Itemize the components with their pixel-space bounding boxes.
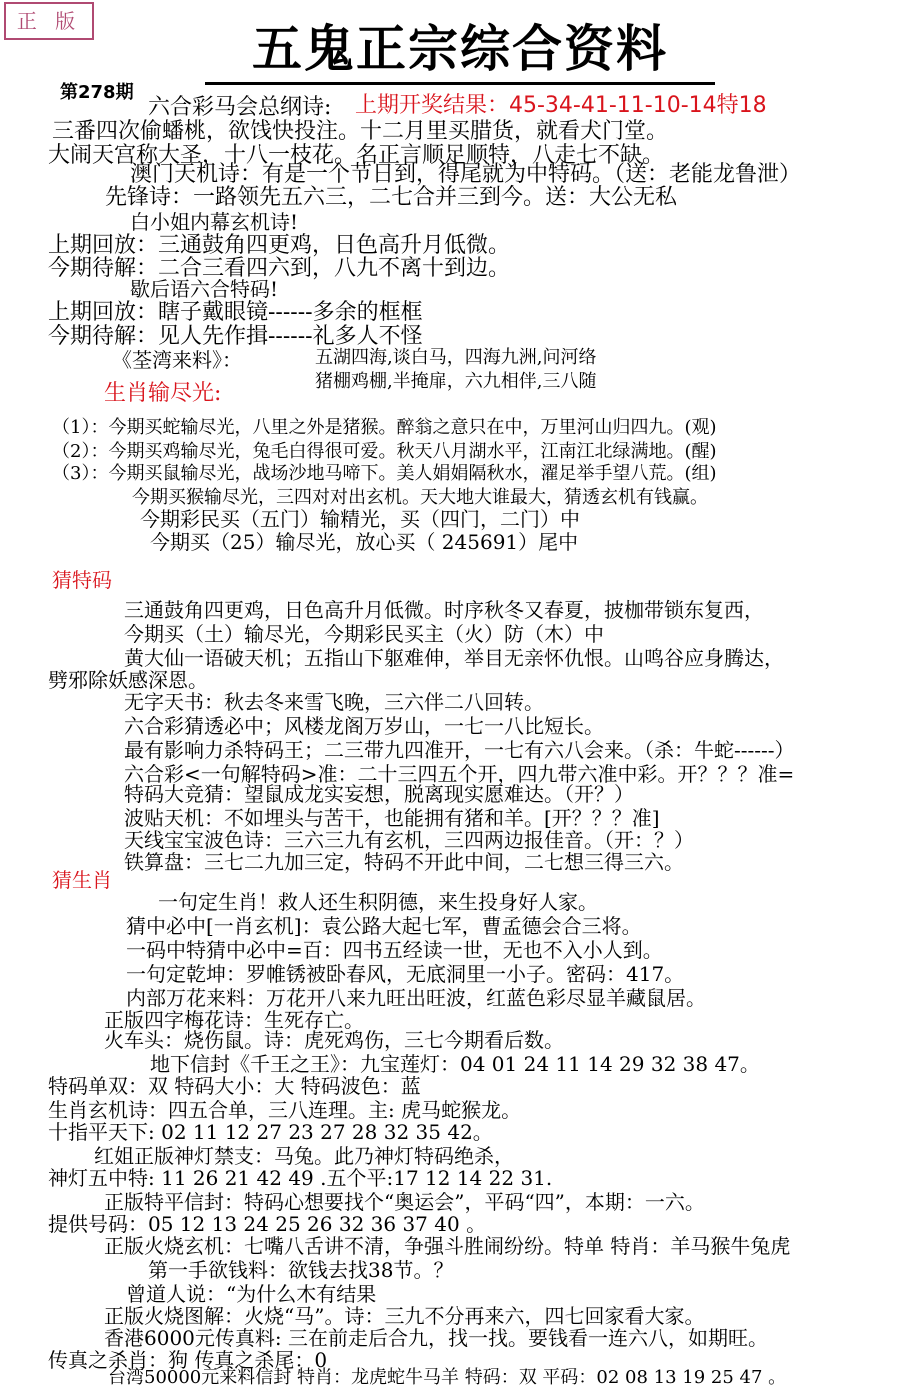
- section-heading-guess-zodiac: 猜生肖: [52, 868, 112, 892]
- text-line: 猪棚鸡棚,半掩扉，六九相伴,三八随: [315, 371, 597, 392]
- text-line: 提供号码：05 12 13 24 25 26 32 36 37 40 。: [48, 1212, 487, 1236]
- text-line: 一码中特猜中必中=百：四书五经读一世，无也不入小人到。: [126, 938, 663, 962]
- text-line: 曾道人说：“为什么木有结果: [126, 1282, 377, 1306]
- text-line: 六合彩<一句解特码>准：二十三四五个开，四九带六准中彩。开？？？准=: [124, 762, 795, 786]
- text-line: 特码单双：双 特码大小：大 特码波色：蓝: [48, 1074, 421, 1098]
- text-line: 今期买（土）输尽光，今期彩民买主（火）防（木）中: [124, 622, 604, 646]
- page-title: 五鬼正宗综合资料: [252, 19, 668, 78]
- text-line: 五湖四海,谈白马，四海九洲,问河络: [315, 347, 597, 368]
- text-line: 香港6000元传真料: 三在前走后合九，找一找。要钱看一连六八，如期旺。: [104, 1326, 768, 1350]
- text-line: 今期买（25）输尽光，放心买（ 245691）尾中: [150, 530, 579, 554]
- text-line: 无字天书：秋去冬来雪飞晚，三六伴二八回转。: [124, 690, 544, 714]
- text-line: 传真之杀肖：狗 传真之杀尾：0: [48, 1348, 328, 1372]
- text-line: 铁算盘：三七二九加三定，特码不开此中间，二七想三得三六。: [124, 850, 684, 874]
- text-line: 三通鼓角四更鸡，日色高升月低微。时序秋冬又春夏，披枷带锁东复西，: [124, 598, 764, 622]
- section-heading: 歇后语六合特码!: [130, 277, 279, 301]
- edition-badge: 正 版: [4, 2, 94, 40]
- text-line: 地下信封《千王之王》：九宝莲灯：04 01 24 11 14 29 32 38 47。: [150, 1052, 760, 1076]
- text-line: 今期待解：二合三看四六到，八九不离十到边。: [48, 256, 511, 281]
- section-heading: 白小姐内幕玄机诗!: [130, 210, 299, 234]
- text-line: 今期待解：见人先作揖------礼多人不怪: [48, 324, 423, 349]
- text-line: 劈邪除妖感深恩。: [48, 668, 208, 692]
- text-line: 大闹天宫称大圣，十八一枝花。名正言顺足顺特，八走七不缺。: [48, 143, 665, 168]
- text-line: 上期回放：瞎子戴眼镜------多余的框框: [48, 300, 423, 325]
- text-line: 正版火烧图解：火烧“马”。诗：三九不分再来六，四七回家看大家。: [104, 1304, 705, 1328]
- text-line: 波贴天机：不如埋头与苦干，也能拥有猪和羊。[开？？？准]: [124, 806, 660, 830]
- text-line: 黄大仙一语破天机；五指山下躯难伸，举目无亲怀仇恨。山鸣谷应身腾达，: [124, 646, 784, 670]
- text-line: 上期回放：三通鼓角四更鸡，日色高升月低微。: [48, 233, 511, 258]
- text-line: 红姐正版神灯禁支：马兔。此乃神灯特码绝杀，: [94, 1144, 514, 1168]
- text-line: 六合彩猜透必中；风楼龙阁万岁山，一七一八比短长。: [124, 714, 604, 738]
- poem-heading: 六合彩马会总纲诗:: [148, 95, 332, 120]
- issue-number: 第278期: [60, 82, 134, 103]
- text-line: 正版特平信封：特码心想要找个“奥运会”，平码“四”，本期：一六。: [104, 1190, 705, 1214]
- text-line: 正版火烧玄机：七嘴八舌讲不清，争强斗胜闹纷纷。特单 特肖：羊马猴牛兔虎: [104, 1234, 791, 1258]
- title-underline: [205, 82, 715, 85]
- section-heading-guess-code: 猜特码: [52, 568, 112, 592]
- text-line: 先锋诗：一路领先五六三，二七合并三到今。送：大公无私: [105, 185, 678, 210]
- source-label: 《荃湾来料》：: [112, 348, 242, 372]
- text-line: 台湾50000元来料信封 特肖：龙虎蛇牛马羊 特码：双 平码：02 08 13 19 25 47 。: [108, 1367, 787, 1386]
- text-line: （2）：今期买鸡输尽光，兔毛白得很可爱。秋天八月湖水平，江南江北绿满地。(醒): [52, 441, 717, 462]
- text-line: 最有影响力杀特码王；二三带九四准开，一七有六八会来。（杀：牛蛇------）: [124, 738, 795, 762]
- text-line: 猜中必中[一肖玄机]：袁公路大起七军，曹孟德会合三将。: [126, 914, 642, 938]
- text-line: 特码大竞猜：望鼠成龙实妄想，脱离现实愿难达。（开？）: [124, 782, 634, 806]
- text-line: 正版四字梅花诗：生死存亡。: [104, 1008, 364, 1032]
- last-draw-result: 上期开奖结果：45-34-41-11-10-14特18: [355, 93, 767, 118]
- text-line: （1）：今期买蛇输尽光，八里之外是猪猴。醉翁之意只在中，万里河山归四九。(观): [52, 417, 717, 438]
- text-line: 今期买猴输尽光，三四对对出玄机。天大地大谁最大，猜透玄机有钱赢。: [132, 487, 708, 508]
- text-line: 三番四次偷蟠桃，欲饯快投注。十二月里买腊货，就看犬门堂。: [52, 119, 669, 144]
- text-line: 神灯五中特: 11 26 21 42 49 .五个平:17 12 14 22 31.: [48, 1166, 553, 1190]
- text-line: 内部万花来料：万花开八来九旺出旺波，红蓝色彩尽显羊藏鼠居。: [126, 986, 706, 1010]
- section-heading-zodiac-lose: 生肖输尽光:: [104, 381, 222, 406]
- text-line: 澳门天机诗：有是一个节日到，得尾就为中特码。（送：老能龙鲁泄）: [130, 162, 802, 187]
- text-line: 一句定生肖！救人还生积阴德，来生投身好人家。: [158, 890, 598, 914]
- text-line: 天线宝宝波色诗：三六三九有玄机，三四两边报佳音。（开：？）: [124, 828, 694, 852]
- text-line: 第一手欲钱料：欲钱去找38节。？: [148, 1258, 454, 1282]
- text-line: 十指平天下: 02 11 12 27 23 27 28 32 35 42。: [48, 1120, 493, 1144]
- text-line: 火车头：烧伤鼠。诗：虎死鸡伤，三七今期看后数。: [104, 1028, 564, 1052]
- text-line: 今期彩民买（五门）输精光，买（四门，二门）中: [140, 507, 580, 531]
- text-line: （3）：今期买鼠输尽光，战场沙地马啼下。美人娟娟隔秋水，濯足举手望八荒。(组): [52, 463, 717, 484]
- text-line: 一句定乾坤：罗帷锈被卧春风，无底洞里一小子。密码：417。: [126, 962, 685, 986]
- text-line: 生肖玄机诗：四五合单，三八连理。主: 虎马蛇猴龙。: [48, 1098, 522, 1122]
